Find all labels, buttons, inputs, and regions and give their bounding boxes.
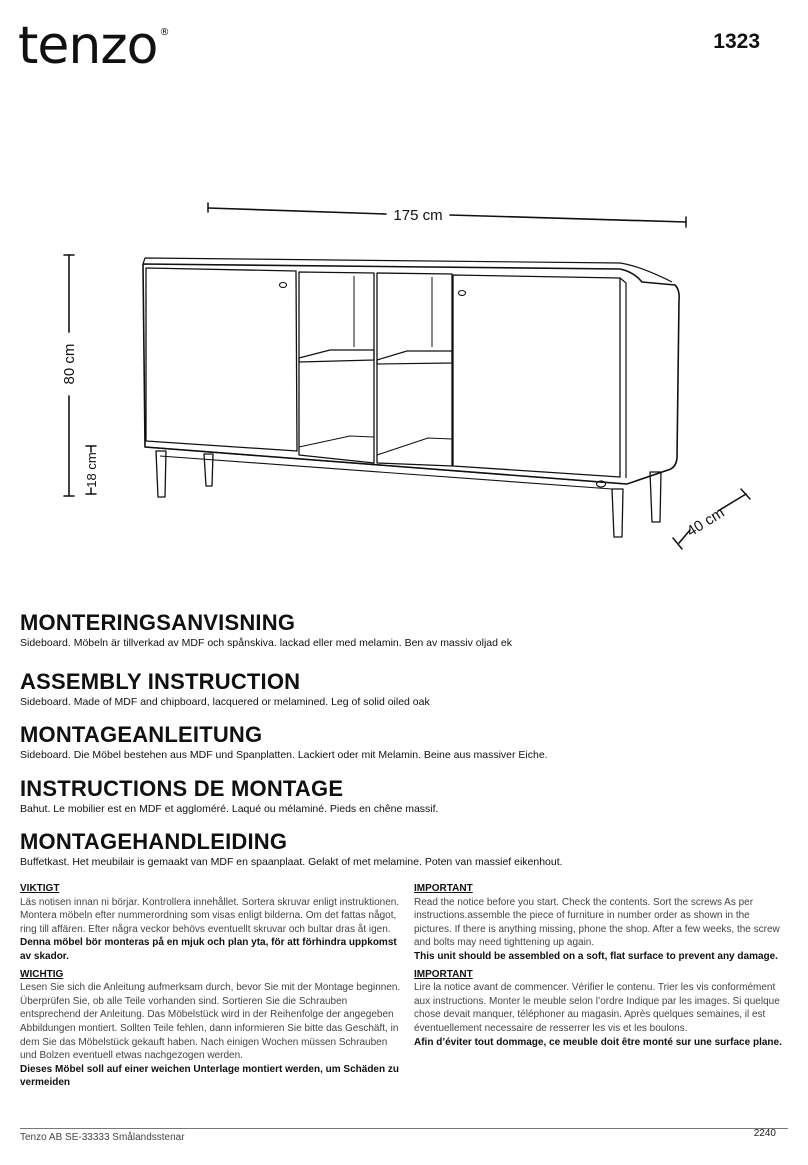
- section-heading: MONTAGEHANDLEIDING: [20, 829, 288, 854]
- section-description: Sideboard. Möbeln är tillverkad av MDF och spånskiva. lackad eller med melamin. Ben av massiv oljad ek: [20, 637, 512, 649]
- model-number: 1323: [713, 30, 760, 53]
- note-body: Read the notice before you start. Check the contents. Sort the screws As per instructions.assemble the piece of furniture in number order as shown in the pictures. If there is anything missing, phone the shop. After a few weeks, the screw and bolts may need tighttening up again.: [414, 896, 780, 949]
- section-heading: ASSEMBLY INSTRUCTION: [20, 669, 301, 694]
- note-important-en: [414, 882, 790, 964]
- width-dimension-label: 175 cm: [393, 207, 443, 224]
- height-dimension-label: 80 cm: [61, 343, 78, 385]
- brand-name: tenzo: [18, 16, 158, 76]
- note-warning: Denna möbel bör monteras på en mjuk och plan yta, för att förhindra uppkomst av skador.: [20, 937, 397, 962]
- section-heading: INSTRUCTIONS DE MONTAGE: [20, 776, 344, 801]
- section-english: [20, 669, 430, 709]
- note-important-fr: [414, 968, 790, 1050]
- section-german: [20, 722, 548, 762]
- section-swedish: [20, 610, 512, 650]
- sideboard-drawing: [0, 180, 808, 600]
- section-description: Buffetkast. Het meubilair is gemaakt van MDF en spaanplaat. Gelakt of met melamine. Poten van massief eikenhout.: [20, 856, 563, 868]
- note-warning: This unit should be assembled on a soft, flat surface to prevent any damage.: [414, 950, 778, 962]
- notes-column-left: [20, 882, 406, 1090]
- registered-mark: ®: [159, 27, 169, 38]
- note-warning: Afin d’éviter tout dommage, ce meuble doit être monté sur une surface plane.: [414, 1036, 782, 1048]
- section-french: [20, 776, 438, 816]
- note-viktigt: [20, 882, 406, 964]
- note-body: Lesen Sie sich die Anleitung aufmerksam durch, bevor Sie mit der Montage beginnen. Überprüfen Sie, ob alle Teile vorhanden sind. Sortieren Sie die Schrauben entsprechend der Anleitung. Das Möbelstück wird in der Reihenfolge der angegeben Abbildungen montiert. Sollten Teile fehlen, dann informieren Sie bitte das Geschäft, in dem Sie das Möbelstück gekauft haben. Nach einigen Wochen müssen Schrauben und Bolzen eventuell etwas nachgezogen werden.: [20, 982, 401, 1062]
- note-heading: IMPORTANT: [414, 968, 473, 980]
- note-body: Lire la notice avant de commencer. Vérifier le contenu. Trier les vis conformément aux instructions. Monter le meuble selon l’ordre Indique par les images. Si quelque chose devait manquer, téléphoner au magasin. Après quelques semaines, il est éventuellement necessaire de resserrer les vis et les boulons.: [414, 982, 780, 1034]
- footer-code: 2240: [753, 1128, 776, 1139]
- note-heading: WICHTIG: [20, 968, 64, 980]
- note-heading: VIKTIGT: [20, 883, 60, 894]
- note-body: Läs notisen innan ni börjar. Kontrollera innehållet. Sortera skruvar enligt instruktionen. Montera möbeln efter nummerordning som visas enligt bilderna. Om det fattas något, ring till affären. Efter några veckor behövs eventuellt skruvar och bultar dras åt igen.: [20, 896, 400, 935]
- section-heading: MONTAGEANLEITUNG: [20, 722, 263, 747]
- footer-divider: [20, 1128, 788, 1129]
- depth-dimension-label: 40 cm: [683, 504, 728, 541]
- brand-logo: [18, 16, 169, 76]
- note-warning: Dieses Möbel soll auf einer weichen Unterlage montiert werden, um Schäden zu vermeiden: [20, 1063, 399, 1089]
- section-heading: MONTERINGSANVISNING: [20, 610, 296, 635]
- note-heading: IMPORTANT: [414, 883, 473, 894]
- footer-address: Tenzo AB SE-33333 Smålandsstenar: [20, 1132, 185, 1143]
- section-description: Bahut. Le mobilier est en MDF et aggloméré. Laqué ou mélaminé. Pieds en chêne massif.: [20, 803, 439, 815]
- notes-column-right: [414, 882, 790, 1049]
- section-dutch: [20, 829, 563, 869]
- note-wichtig: [20, 968, 406, 1090]
- section-description: Sideboard. Die Möbel bestehen aus MDF und Spanplatten. Lackiert oder mit Melamin. Beine aus massiver Eiche.: [20, 749, 548, 761]
- leg-height-dimension-label: 18 cm: [84, 452, 99, 488]
- section-description: Sideboard. Made of MDF and chipboard, lacquered or melamined. Leg of solid oiled oak: [20, 696, 430, 708]
